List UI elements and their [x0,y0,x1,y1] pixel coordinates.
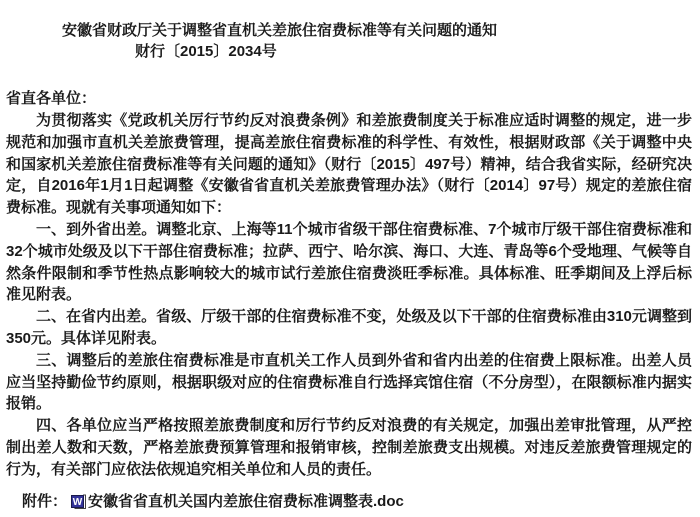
attachment-line [6,491,692,513]
document-number: 财行〔2015〕2034号 [135,43,277,60]
salutation: 省直各单位： [6,90,97,107]
body-paragraph-item-1: 一、到外省出差。调整北京、上海等11个城市省级干部住宿费标准、7个城市厅级干部住宿费标准和32个城市处级及以下干部住宿费标准；拉萨、西宁、哈尔滨、海口、大连、青岛等6个受地理、气候等自然条件限制和季节性热点影响较大的城市试行差旅住宿费淡旺季标准。具体标准、旺季期间及上浮后标准见附表。 [6,220,692,304]
body-paragraph-item-4: 四、各单位应当严格按照差旅费制度和厉行节约反对浪费的有关规定，加强出差审批管理，从严控制出差人数和天数，严格差旅费预算管理和报销审核，控制差旅费支出规模。对违反差旅费管理规定的行为，有关部门应依法依规追究相关单位和人员的责任。 [6,417,692,478]
attachment-label: 附件： [22,492,68,510]
body-paragraph-item-2: 二、在省内出差。省级、厅级干部的住宿费标准不变，处级及以下干部的住宿费标准由310元调整到350元。具体详见附表。 [6,308,692,347]
attachment-link[interactable]: 安徽省省直机关国内差旅住宿费标准调整表.doc [88,492,404,510]
document-body [6,110,692,481]
body-paragraph-item-3: 三、调整后的差旅住宿费标准是市直机关工作人员到外省和省内出差的住宿费上限标准。出差人员应当坚持勤俭节约原则，根据职级对应的住宿费标准自行选择宾馆住宿（不分房型），在限额标准内据实报销。 [6,351,692,413]
word-doc-icon [71,494,87,510]
document-title: 安徽省财政厅关于调整省直机关差旅住宿费标准等有关问题的通知 [62,22,498,39]
svg-text:W: W [72,496,83,508]
body-paragraph-intro: 为贯彻落实《党政机关厉行节约反对浪费条例》和差旅费制度关于标准应适时调整的规定，进一步规范和加强市直机关差旅费管理，提高差旅住宿费标准的科学性、有效性，根据财政部《关于调整中央和国家机关差旅住宿费标准等有关问题的通知》（财行〔2015〕497号）精神，结合我省实际，经研究决定，自2016年1月1日起调整《安徽省省直机关差旅费管理办法》（财行〔2014〕97号）规定的差旅住宿费标准。现就有关事项通知如下： [6,112,692,217]
title-block [6,20,692,62]
